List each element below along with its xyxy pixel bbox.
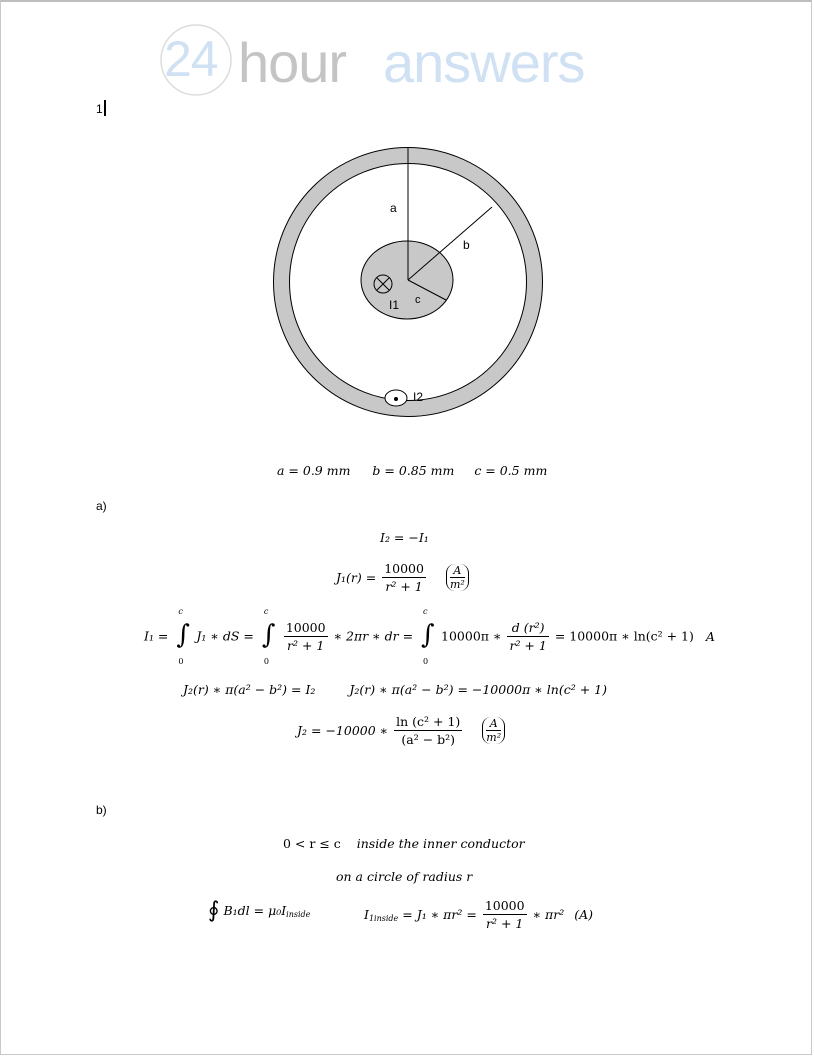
ampere-eq: B₁dl = μ₀I <box>223 903 287 918</box>
integral-1: ∫ c 0 <box>176 607 190 666</box>
j2-numerator: ln (c² + 1) <box>396 714 461 729</box>
i1-f1-numerator: 10000 <box>285 619 326 635</box>
j1-unit <box>446 564 469 591</box>
i-inside-subscript: 1inside <box>368 914 399 923</box>
integral-1-upper: c <box>178 607 183 616</box>
range-inequality: 0 < r ≤ c <box>283 836 341 851</box>
i-inside-unit: (A) <box>574 907 593 922</box>
eq-j1 <box>336 561 469 594</box>
current-out-of-page-icon <box>385 390 407 406</box>
dimensions-line <box>277 463 547 478</box>
i1-f2-denominator: r² + 1 <box>509 637 547 653</box>
eq-j2-relations <box>183 682 607 697</box>
label-i1: I1 <box>389 298 400 312</box>
eq-j2 <box>297 714 505 747</box>
i1-lhs: I₁ = <box>144 628 169 644</box>
j2-unit-num: A <box>486 717 501 731</box>
label-i2: I2 <box>413 390 424 404</box>
i1-term1: J₁ ∗ dS = <box>196 628 254 644</box>
part-a-label: a) <box>96 499 107 513</box>
dim-b: b = 0.85 mm <box>372 463 455 478</box>
eq-i-inside <box>364 898 593 931</box>
eq-i2: I₂ = −I₁ <box>380 530 429 545</box>
watermark-prefix: 24 <box>164 31 218 87</box>
integral-2: ∫ c 0 <box>261 607 276 666</box>
j2-denominator: (a² − b²) <box>401 732 456 747</box>
label-b: b <box>463 238 470 252</box>
i1-result: = 10000π ∗ ln(c² + 1) <box>554 628 694 644</box>
i-inside-eq: = J₁ ∗ πr² = <box>402 907 477 922</box>
i1-fraction-2 <box>507 620 548 653</box>
i1-term2: ∗ 2πr ∗ dr = <box>333 628 414 644</box>
watermark-hour: hour <box>238 31 347 94</box>
ampere-subscript: inside <box>286 910 311 919</box>
j1-numerator: 10000 <box>384 561 424 576</box>
i-inside-tail: ∗ πr² <box>532 907 565 922</box>
dim-c: c = 0.5 mm <box>474 463 548 478</box>
i-inside-numerator: 10000 <box>484 898 525 913</box>
j2-fraction <box>394 714 462 747</box>
i1-fraction-1 <box>284 620 328 653</box>
j2-eq1: J₂(r) ∗ π(a² − b²) = I₂ <box>183 682 316 697</box>
j1-unit-num: A <box>450 564 465 578</box>
integral-2-upper: c <box>263 607 269 616</box>
i1-term3: 10000π ∗ <box>441 628 502 644</box>
integral-3: ∫ c 0 <box>421 607 435 666</box>
eq-circle: on a circle of radius r <box>336 869 473 884</box>
eq-i1 <box>144 607 715 666</box>
j2-eq2: J₂(r) ∗ π(a² − b²) = −10000π ∗ ln(c² + 1) <box>349 682 607 697</box>
i-inside-lhs: I <box>364 907 369 922</box>
coax-diagram <box>0 0 814 460</box>
label-c: c <box>415 294 421 306</box>
j1-denominator: r² + 1 <box>385 579 423 594</box>
j2-unit <box>482 717 505 744</box>
j1-unit-den: m² <box>449 578 465 591</box>
i-inside-denominator: r² + 1 <box>486 916 524 931</box>
i1-unit: A <box>705 628 715 644</box>
integral-2-lower: 0 <box>263 657 269 666</box>
integral-3-lower: 0 <box>423 657 429 666</box>
integral-1-lower: 0 <box>178 657 184 666</box>
range-text: inside the inner conductor <box>356 836 525 851</box>
watermark-answers: answers <box>383 31 585 94</box>
eq-range <box>283 836 525 851</box>
j1-lhs: J₁(r) = <box>336 570 377 585</box>
integral-3-upper: c <box>423 607 428 616</box>
j2-lhs: J₂ = −10000 ∗ <box>297 723 389 738</box>
i1-f1-denominator: r² + 1 <box>287 637 325 653</box>
j2-unit-den: m² <box>486 731 502 744</box>
problem-number-text: 1 <box>96 102 103 116</box>
i1-f2-numerator: d (r²) <box>507 620 548 637</box>
contour-integral-icon: ∮ <box>208 898 220 923</box>
i-inside-fraction <box>483 898 527 931</box>
part-b-label: b) <box>96 803 107 817</box>
j1-fraction <box>382 561 426 594</box>
dim-a: a = 0.9 mm <box>277 463 351 478</box>
label-a: a <box>390 201 397 215</box>
eq-ampere <box>208 898 310 923</box>
